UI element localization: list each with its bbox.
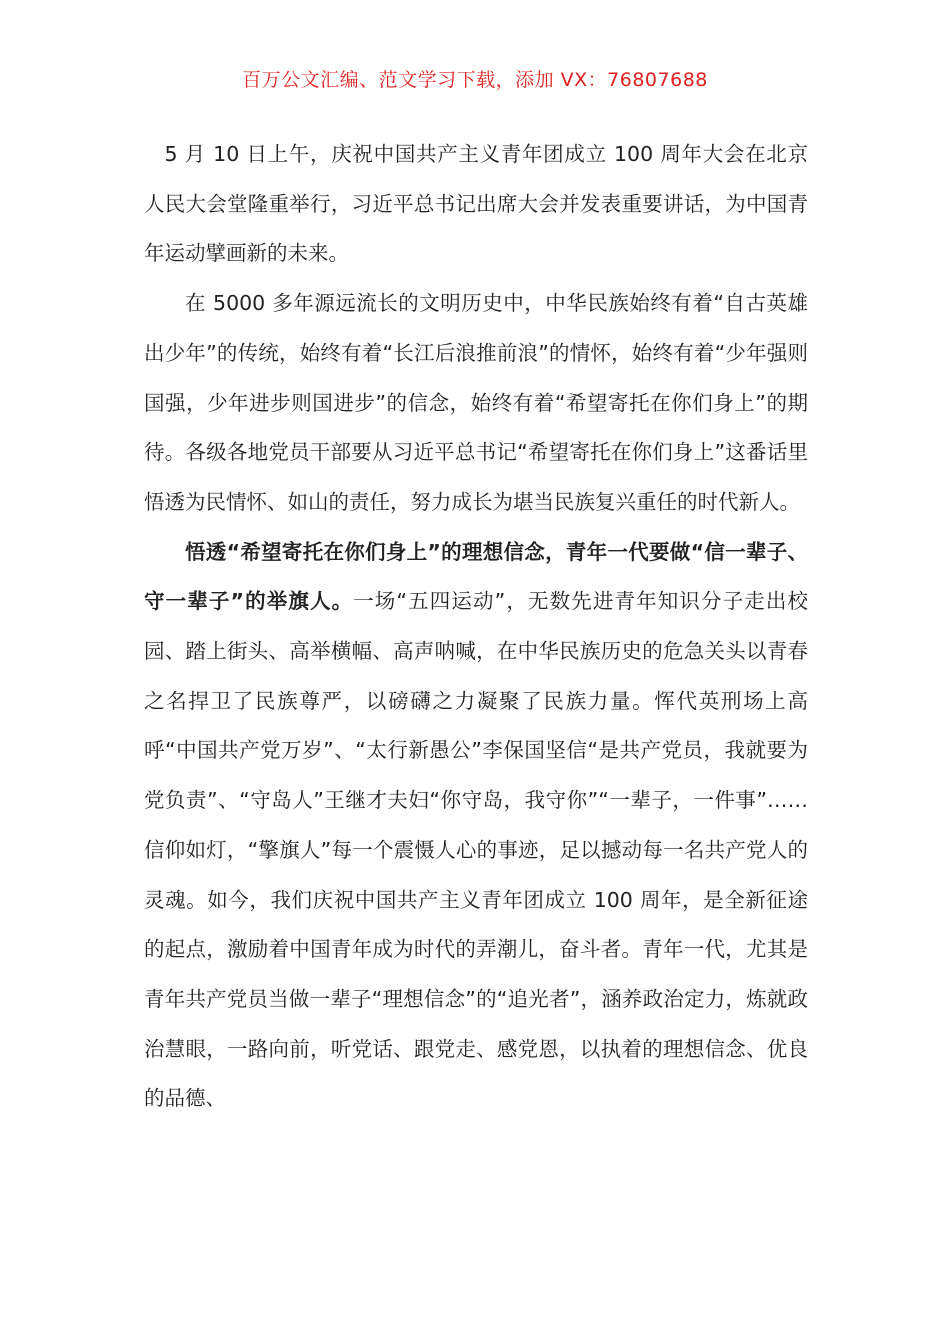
paragraph-1: [144, 130, 808, 279]
paragraph-2: [144, 279, 808, 528]
paragraph-2-text: 在 5000 多年源远流长的文明历史中，中华民族始终有着“自古英雄出少年”的传统，始终有着“长江后浪推前浪”的情怀，始终有着“少年强则国强，少年进步则国进步”的信念，始终有着“希望寄托在你们身上”的期待。各级各地党员干部要从习近平总书记“希望寄托在你们身上”这番话里悟透为民情怀、如山的责任，努力成长为堪当民族复兴重任的时代新人。: [144, 291, 808, 514]
paragraph-3-lead-heading: 悟透“希望寄托在你们身上”的理想信念，青年一代要做“信一辈子、守一辈子”的举旗人。: [144, 539, 808, 614]
paragraph-3-text: 一场“五四运动”，无数先进青年知识分子走出校园、踏上街头、高举横幅、高声呐喊，在中华民族历史的危急关头以青春之名捍卫了民族尊严，以磅礴之力凝聚了民族力量。恽代英刑场上高呼“中国共产党万岁”、“太行新愚公”李保国坚信“是共产党员，我就要为党负责”、“守岛人”王继才夫妇“你守岛，我守你”“一辈子，一件事”……信仰如灯，“擎旗人”每一个震慑人心的事迹，足以撼动每一名共产党人的灵魂。如今，我们庆祝中国共产主义青年团成立 100 周年，是全新征途的起点，激励着中国青年成为时代的弄潮儿，奋斗者。青年一代，尤其是青年共产党员当做一辈子“理想信念”的“追光者”，涵养政治定力，炼就政治慧眼，一路向前，听党话、跟党走、感党恩，以执着的理想信念、优良的品德、: [144, 589, 808, 1111]
page-header: 百万公文汇编、范文学习下载，添加 VX：76807688: [242, 69, 708, 91]
paragraph-3: [144, 528, 808, 1124]
paragraph-1-text: 5 月 10 日上午，庆祝中国共产主义青年团成立 100 周年大会在北京人民大会堂隆重举行，习近平总书记出席大会并发表重要讲话，为中国青年运动擘画新的未来。: [144, 142, 808, 266]
document-body: [144, 130, 808, 1124]
